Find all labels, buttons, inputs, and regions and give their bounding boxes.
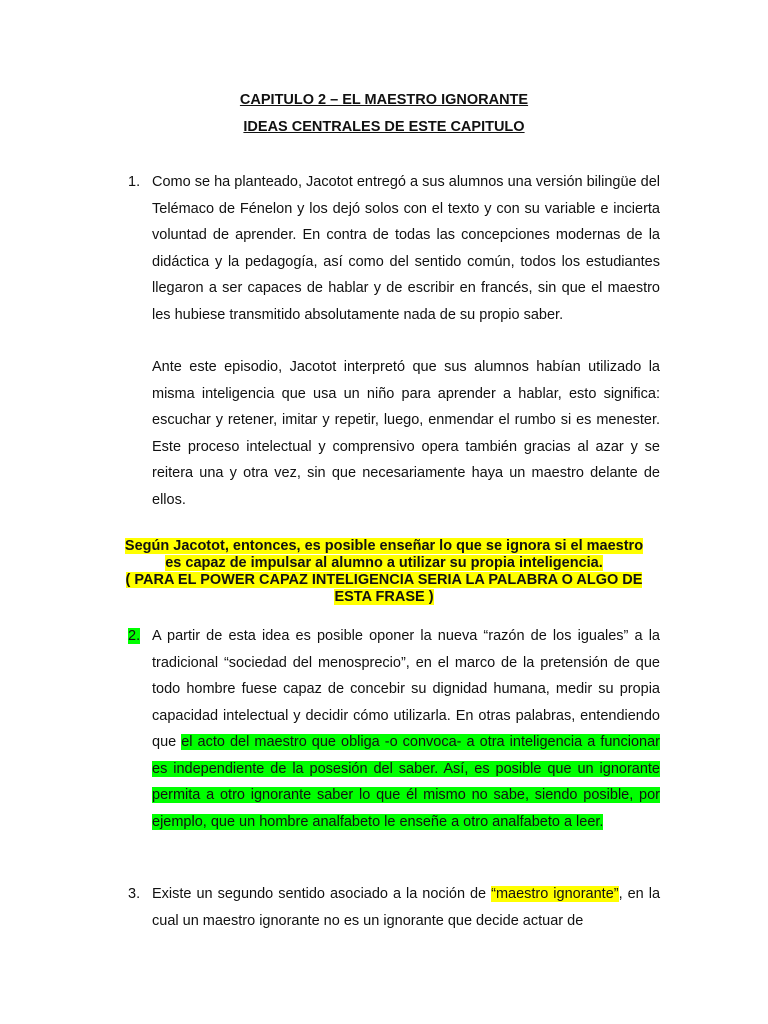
highlighted-callout-note — [100, 572, 668, 605]
item-3-text-before: Existe un segundo sentido asociado a la noción de — [152, 886, 492, 902]
callout-line-2: es capaz de impulsar al alumno a utilizar su propia inteligencia. — [165, 554, 603, 571]
item-2-paragraph — [152, 623, 660, 835]
callout-line-3: ( PARA EL POWER CAPAZ INTELIGENCIA SERIA LA PALABRA O ALGO DE — [125, 572, 643, 588]
callout-line-1: Según Jacotot, entonces, es posible enseñar lo que se ignora si el maestro — [124, 538, 644, 554]
item-1-number: 1. — [128, 174, 141, 190]
item-3-paragraph — [152, 881, 660, 934]
highlighted-callout-main — [100, 538, 668, 571]
item-3-number: 3. — [128, 886, 141, 902]
item-3-text-after: , en la cual un maestro ignorante no es un ignorante que decide actuar de — [152, 886, 661, 929]
chapter-title: CAPITULO 2 – EL MAESTRO IGNORANTE — [239, 92, 529, 108]
item-1-paragraph-1: Como se ha planteado, Jacotot entregó a sus alumnos una versión bilingüe del Telémaco de Fénelon y los dejó solos con el texto y con su variable e incierta voluntad de aprender. En contra de todas las concepciones modernas de la didáctica y la pedagogía, así como del sentido común, todos los estudiantes llegaron a ser capaces de hablar y de escribir en francés, sin que el maestro les hubiese transmitido absolutamente nada de su propio saber. — [152, 174, 660, 323]
item-1-paragraph-2: Ante este episodio, Jacotot interpretó que sus alumnos habían utilizado la misma inteligencia que usa un niño para aprender a hablar, esto significa: escuchar y retener, imitar y repetir, luego, enmendar el rumbo si es menester. Este proceso intelectual y comprensivo opera también gracias al azar y se reitera una y otra vez, sin que necesariamente haya un maestro delante de ellos. — [152, 359, 660, 508]
item-2-text: A partir de esta idea es posible oponer la nueva “razón de los iguales” a la tradicional “sociedad del menosprecio”, en el marco de la pretensión de que todo hombre fuese capaz de concebir su dignidad humana, medir su propia capacidad intelectual y decidir cómo utilizarla. En otras palabras, entendiendo que — [152, 628, 660, 750]
item-2-number — [128, 623, 140, 650]
item-2-highlighted-text: el acto del maestro que obliga -o convoca- a otra inteligencia a funcionar es independiente de la posesión del saber. Así, es posible que un ignorante permita a otro ignorante saber lo que él mismo no sabe, siendo posible, por ejemplo, que un hombre analfabeto le enseñe a otro analfabeto a leer. — [152, 734, 660, 830]
callout-line-4: ESTA FRASE ) — [334, 588, 434, 605]
chapter-subtitle: IDEAS CENTRALES DE ESTE CAPITULO — [243, 119, 525, 135]
item-3-highlighted-term: “maestro ignorante” — [491, 886, 619, 902]
item-2-number-highlight: 2. — [128, 628, 141, 644]
